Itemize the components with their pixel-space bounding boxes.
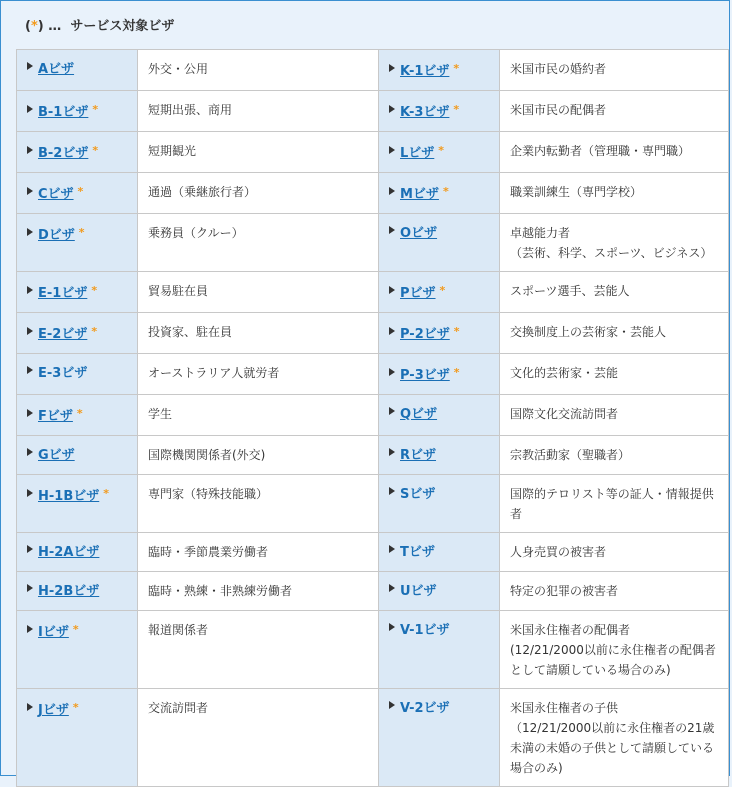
visa-name-cell <box>379 50 500 91</box>
triangle-right-icon <box>27 286 33 294</box>
visa-name-cell <box>17 173 138 214</box>
visa-name-cell <box>379 436 500 475</box>
visa-description: 宗教活動家（聖職者） <box>500 436 729 475</box>
visa-name-cell <box>17 611 138 689</box>
visa-description: 米国市民の婚約者 <box>500 50 729 91</box>
visa-description: 卓越能力者 （芸術、科学、スポーツ、ビジネス） <box>500 214 729 272</box>
visa-name-cell <box>17 313 138 354</box>
asterisk-icon: * <box>92 144 99 157</box>
visa-link[interactable]: P-2ビザ <box>400 327 450 342</box>
triangle-right-icon <box>389 226 395 234</box>
visa-name-cell <box>17 354 138 395</box>
triangle-right-icon <box>389 545 395 553</box>
asterisk-icon: * <box>91 284 98 297</box>
visa-link: E-3ビザ <box>38 366 88 381</box>
visa-description: 文化的芸術家・芸能 <box>500 354 729 395</box>
triangle-right-icon <box>389 448 395 456</box>
table-row <box>17 354 729 395</box>
asterisk-icon: * <box>92 103 99 116</box>
visa-link[interactable]: Cビザ <box>38 187 74 202</box>
triangle-right-icon <box>389 584 395 592</box>
triangle-right-icon <box>389 286 395 294</box>
visa-link[interactable]: Aビザ <box>38 62 75 77</box>
visa-description: 米国永住権者の配偶者 (12/21/2000以前に永住権者の配偶者として請願している場合のみ) <box>500 611 729 689</box>
visa-link: V-2ビザ <box>400 701 450 716</box>
table-row <box>17 395 729 436</box>
visa-link[interactable]: Gビザ <box>38 448 75 463</box>
visa-link[interactable]: B-2ビザ <box>38 146 89 161</box>
table-row <box>17 572 729 611</box>
visa-description: 企業内転勤者（管理職・専門職） <box>500 132 729 173</box>
table-row <box>17 436 729 475</box>
triangle-right-icon <box>389 105 395 113</box>
table-row <box>17 533 729 572</box>
visa-name-cell <box>379 91 500 132</box>
visa-description: 人身売買の被害者 <box>500 533 729 572</box>
visa-description: 外交・公用 <box>138 50 379 91</box>
visa-link[interactable]: B-1ビザ <box>38 105 89 120</box>
visa-name-cell <box>17 572 138 611</box>
visa-link[interactable]: Lビザ <box>400 146 435 161</box>
visa-name-cell <box>379 214 500 272</box>
table-row <box>17 173 729 214</box>
visa-link[interactable]: H-1Bビザ <box>38 489 100 504</box>
legend-label: サービス対象ビザ <box>70 19 175 34</box>
triangle-right-icon <box>27 62 33 70</box>
asterisk-icon: * <box>438 144 445 157</box>
triangle-right-icon <box>389 487 395 495</box>
visa-description: 専門家（特殊技能職） <box>138 475 379 533</box>
visa-description: 学生 <box>138 395 379 436</box>
legend-ellipsis: … <box>48 19 62 34</box>
visa-description: 国際的テロリスト等の証人・情報提供者 <box>500 475 729 533</box>
triangle-right-icon <box>27 228 33 236</box>
visa-link[interactable]: H-2Aビザ <box>38 545 100 560</box>
visa-name-cell <box>17 91 138 132</box>
visa-name-cell <box>379 572 500 611</box>
visa-description: オーストラリア人就労者 <box>138 354 379 395</box>
visa-name-cell <box>379 611 500 689</box>
triangle-right-icon <box>389 407 395 415</box>
asterisk-icon: * <box>77 185 84 198</box>
visa-link[interactable]: Pビザ <box>400 286 436 301</box>
visa-name-cell <box>379 475 500 533</box>
visa-description: 交換制度上の芸術家・芸能人 <box>500 313 729 354</box>
visa-link[interactable]: E-2ビザ <box>38 327 88 342</box>
table-row <box>17 214 729 272</box>
visa-link[interactable]: Jビザ <box>38 703 69 718</box>
visa-name-cell <box>379 313 500 354</box>
asterisk-icon: * <box>72 623 79 636</box>
triangle-right-icon <box>27 105 33 113</box>
visa-link[interactable]: Fビザ <box>38 409 73 424</box>
visa-link[interactable]: K-1ビザ <box>400 64 450 79</box>
visa-description: 投資家、駐在員 <box>138 313 379 354</box>
visa-description: 国際機関関係者(外交) <box>138 436 379 475</box>
visa-name-cell <box>17 436 138 475</box>
visa-description: 通過（乗継旅行者） <box>138 173 379 214</box>
visa-name-cell <box>379 272 500 313</box>
triangle-right-icon <box>389 146 395 154</box>
triangle-right-icon <box>27 545 33 553</box>
asterisk-icon: * <box>72 701 79 714</box>
triangle-right-icon <box>27 448 33 456</box>
visa-name-cell <box>17 689 138 787</box>
triangle-right-icon <box>389 64 395 72</box>
triangle-right-icon <box>27 489 33 497</box>
visa-description: 短期観光 <box>138 132 379 173</box>
visa-link[interactable]: Qビザ <box>400 407 438 422</box>
visa-link[interactable]: Dビザ <box>38 228 75 243</box>
visa-description: 貿易駐在員 <box>138 272 379 313</box>
table-row <box>17 689 729 787</box>
table-row <box>17 91 729 132</box>
visa-name-cell <box>17 533 138 572</box>
visa-name-cell <box>379 173 500 214</box>
triangle-right-icon <box>27 327 33 335</box>
visa-name-cell <box>17 475 138 533</box>
visa-description: 米国永住権者の子供 （12/21/2000以前に永住権者の21歳未満の未婚の子供として請願している場合のみ) <box>500 689 729 787</box>
table-row <box>17 272 729 313</box>
visa-name-cell <box>17 395 138 436</box>
visa-link: Uビザ <box>400 584 437 599</box>
asterisk-icon: * <box>453 103 460 116</box>
visa-name-cell <box>17 132 138 173</box>
visa-link[interactable]: K-3ビザ <box>400 105 450 120</box>
visa-name-cell <box>17 214 138 272</box>
visa-name-cell <box>379 132 500 173</box>
legend-star: * <box>30 19 38 34</box>
visa-description: 米国市民の配偶者 <box>500 91 729 132</box>
visa-link[interactable]: Mビザ <box>400 187 439 202</box>
triangle-right-icon <box>389 701 395 709</box>
visa-link[interactable]: E-1ビザ <box>38 286 88 301</box>
visa-description: 短期出張、商用 <box>138 91 379 132</box>
triangle-right-icon <box>389 368 395 376</box>
asterisk-icon: * <box>453 62 460 75</box>
visa-description: 特定の犯罪の被害者 <box>500 572 729 611</box>
table-row <box>17 475 729 533</box>
triangle-right-icon <box>27 146 33 154</box>
visa-description: 臨時・季節農業労働者 <box>138 533 379 572</box>
visa-link: Sビザ <box>400 487 436 502</box>
visa-name-cell <box>379 689 500 787</box>
visa-link[interactable]: Iビザ <box>38 625 69 640</box>
triangle-right-icon <box>27 409 33 417</box>
visa-description: スポーツ選手、芸能人 <box>500 272 729 313</box>
table-row <box>17 611 729 689</box>
visa-name-cell <box>17 272 138 313</box>
triangle-right-icon <box>27 584 33 592</box>
visa-description: 職業訓練生（専門学校） <box>500 173 729 214</box>
visa-table <box>16 49 729 787</box>
visa-description: 国際文化交流訪問者 <box>500 395 729 436</box>
asterisk-icon: * <box>439 284 446 297</box>
visa-description: 報道関係者 <box>138 611 379 689</box>
visa-description: 乗務員（クルー） <box>138 214 379 272</box>
visa-name-cell <box>379 395 500 436</box>
asterisk-icon: * <box>78 226 85 239</box>
asterisk-icon: * <box>103 487 109 500</box>
visa-link[interactable]: Rビザ <box>400 448 437 463</box>
legend: (*) … サービス対象ビザ <box>25 19 175 34</box>
visa-link[interactable]: P-3ビザ <box>400 368 450 383</box>
visa-name-cell <box>17 50 138 91</box>
visa-name-cell <box>379 354 500 395</box>
triangle-right-icon <box>27 187 33 195</box>
visa-link: V-1ビザ <box>400 623 450 638</box>
asterisk-icon: * <box>453 325 460 338</box>
triangle-right-icon <box>389 623 395 631</box>
asterisk-icon: * <box>76 407 83 420</box>
visa-description: 臨時・熟練・非熟練労働者 <box>138 572 379 611</box>
triangle-right-icon <box>27 703 33 711</box>
triangle-right-icon <box>27 366 33 374</box>
visa-link[interactable]: Oビザ <box>400 226 438 241</box>
asterisk-icon: * <box>453 366 460 379</box>
asterisk-icon: * <box>91 325 98 338</box>
triangle-right-icon <box>389 327 395 335</box>
visa-link: Tビザ <box>400 545 435 560</box>
table-row <box>17 132 729 173</box>
asterisk-icon: * <box>442 185 449 198</box>
visa-link[interactable]: H-2Bビザ <box>38 584 100 599</box>
triangle-right-icon <box>27 625 33 633</box>
visa-name-cell <box>379 533 500 572</box>
table-row <box>17 50 729 91</box>
triangle-right-icon <box>389 187 395 195</box>
table-row <box>17 313 729 354</box>
visa-description: 交流訪問者 <box>138 689 379 787</box>
